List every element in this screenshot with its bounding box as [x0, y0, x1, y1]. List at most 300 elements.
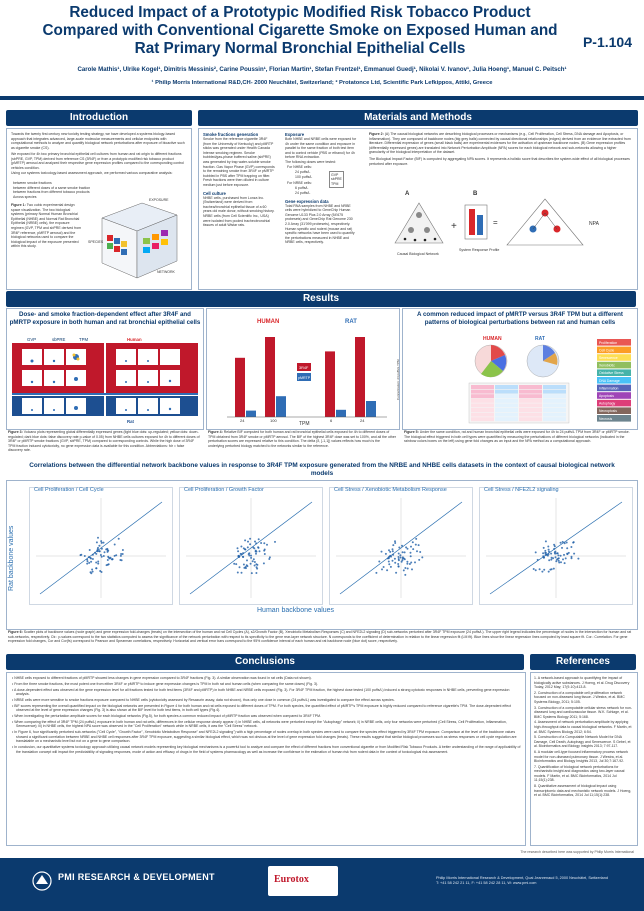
figure-2-text: (A) The causal biological networks are describing biological processes or mechanisms (e.g., Cell Proliferation, Cell Stress, DNA damage and Apoptosis, or Inflammation). They are composed of backbone nodes (big grey balls) connected by causal directional relationships (edges) derived from an evidence line extracted from literature. Differential expression of genes (small black balls) are experimental evidences for the activation of upstream backbone nodes. (B) Gene expression profiles (differentially expressed genes) are translated into Network Perturbation Amplitude (NPA) scores for each biological network and sub-networks allowing a higher granularity of the biological interpretation of the dataset.	[369, 132, 631, 155]
scatter-point	[542, 552, 544, 554]
conclusion-item: • In conclusion, our quantitative systems toxicology approach utilizing causal network models representing key biological mechanisms is a powerful tool to analyze and compare the effect of different fractions from conventional cigarette or from Modified Risk Tobacco Products. A better understanding of the range of applicability of the translation concept will impact the predictability of signaling responses, mode of action and efficacy of drugs in the field of systems pharmacology as well as increase the confidence in the estimation of human risk from rodent data in the context of toxicological risk assessment.	[12, 745, 521, 754]
scatter-point	[410, 546, 412, 548]
doses-intro: The following doses were tested:	[285, 159, 336, 164]
introduction-box	[6, 128, 192, 290]
scatter-point	[107, 556, 109, 558]
scatter-point	[388, 561, 390, 563]
scatter-point	[392, 550, 394, 552]
scatter-point	[247, 541, 249, 543]
figure-1-text: Two cubic experimental design space visualization. The two biological systems (primary Normal Human Bronchial Epithelial (NHBE) and Normal Rat Bronchial Epithelial (NRBE) cells), the exposure regimen (GVP, TPM and sbPRE derived from 3R4F reference, pMRTP aerosol) and the biological networks used to compare the biological impact of the exposure presented within this study.	[11, 203, 82, 249]
scatter-point	[268, 558, 270, 560]
dose-item: 24 puffs/L	[295, 190, 311, 195]
network-legend-label: Apoptosis	[599, 394, 614, 398]
network-legend-label: Proliferation	[599, 340, 618, 345]
species-label-human: Human	[127, 337, 142, 342]
scatter-point	[95, 567, 97, 569]
scatter-point	[561, 547, 563, 549]
heatmap-axis-label: Concentration: 24 puffs/L TPM	[396, 359, 400, 400]
scatter-point	[246, 565, 248, 567]
heatmap-cell	[543, 417, 566, 421]
scatter-point	[254, 541, 256, 543]
scatter-point	[401, 559, 403, 561]
dose-item: For NHBE cells:	[287, 164, 312, 169]
dose-list	[285, 165, 357, 199]
network-legend-label: Autophagy	[599, 401, 616, 406]
scatter-point	[240, 553, 242, 555]
scatter-point	[543, 557, 545, 559]
intro-bullet: between fractions from different tobacco products	[13, 190, 90, 195]
scatter-point	[558, 562, 560, 564]
scatter-point	[412, 548, 414, 550]
reference-item: 6. A modular cell-type focused inflammatory process network model for non-diseased pulmonary tissue. J Westra, et al. Bioinformatics and Biology Insights 2013, Jul 30;7:167-92.	[534, 749, 629, 764]
scatter-point	[566, 547, 568, 549]
conclusion-item: • When comparing the effect of 3R4F TPM (24 puffs/L) exposure in both human and rat cells, differences in the cellular response clearly appear: i) in NHBE cells, all networks were perturbed except the "Autophagy" network; ii) in NRBE cells, only four networks were perturbed (Cell Stress, Cell Proliferation, Inflammation, Senescence); iii) in NHBE cells, the highest NPA score was observed in the "Cell Proliferation" network while in NRBE cells, it was the "Cell Stress" network.	[12, 719, 507, 729]
correlation-title: Correlations between the differential network backbone values in response to 3R4F TPM exposure generated from the NRBE and NHBE cells datasets in the context of causal biological network models	[29, 462, 615, 477]
smoke-fraction-heading: Smoke fractions generation	[203, 132, 259, 137]
scatter-xenobiotic	[329, 487, 473, 605]
figure-2-caption	[369, 132, 631, 166]
scatter-point	[392, 560, 394, 562]
scatter-point	[389, 555, 391, 557]
footer-phone: T: +41 58 242 21 11, F: +41 58 242 28 11, W: www.pmi.com	[436, 881, 537, 885]
heatmap-cell	[495, 417, 518, 421]
human-backbone-axis-label: Human backbone values	[257, 607, 335, 614]
reference-item: 1. A network-based approach to quantifying the impact of biologically active substances. J Hoeng, et al. Drug Discovery Today, 2012 May; 17(9-10):413-8.	[534, 676, 630, 690]
exposure-heading: Exposure	[285, 132, 305, 137]
scatter-point	[274, 541, 276, 543]
scatter-point	[545, 552, 547, 554]
footer-contact	[436, 876, 636, 886]
dose-item: 6 puffs/L	[295, 185, 309, 190]
diagram-label-network: Causal Biological Network	[397, 252, 439, 256]
scatter-point	[402, 556, 404, 558]
scatter-point	[254, 565, 256, 567]
network-legend-label: Necrosis	[599, 416, 613, 421]
figure-5-label: Figure 5:	[404, 430, 419, 434]
network-legend	[597, 339, 631, 422]
diagram-label-b: B	[473, 191, 478, 197]
scatter-point	[98, 545, 100, 547]
scatter-point	[404, 558, 406, 560]
scatter-point	[411, 568, 413, 570]
scatter-point	[560, 555, 562, 557]
scatter-point	[263, 550, 265, 552]
scatter-point	[250, 557, 252, 559]
scatter-plot	[180, 488, 322, 604]
bar-chart-header-human: HUMAN	[257, 319, 280, 325]
heatmap-cell	[519, 408, 542, 412]
scatter-point	[95, 562, 97, 564]
reference-item: 4. Assessment of network perturbation amplitude by applying high-throughput data to causal biological networks. F Martin, et al. BMC Systems Biology 2012; 6:54.	[534, 720, 632, 734]
network-legend-label: Inflammation	[599, 386, 619, 391]
bar-category-label: 24	[360, 418, 365, 423]
scatter-point	[101, 548, 103, 550]
scatter-point	[560, 561, 562, 563]
scatter-point	[86, 559, 88, 561]
scatter-point	[398, 559, 400, 561]
figure-2-label: Figure 2:	[369, 132, 384, 136]
scatter-point	[562, 541, 564, 543]
scatter-point	[577, 558, 579, 560]
scatter-point	[95, 553, 97, 555]
gene-expression-text: Total RNA samples from NHBE and NRBE cells were hybridized to GeneChip Human Genome U133 Plus 2.0 Array (54'675 probesets) and GeneChip Rat Genome 230 2.0 Array (31'099 probesets), respectively. Human specific and rodent (mouse and rat) specific networks have been used to quantify the perturbations measured in NHBE and NRBE cells, respectively.	[285, 203, 355, 245]
diagram-label-npa: NPA	[589, 221, 599, 227]
intro-paragraph-3: Using our systems toxicology-based assessment approach, we performed various comparative analysis:	[11, 171, 173, 175]
scatter-point	[103, 542, 105, 544]
heatmap-cell	[519, 399, 542, 403]
scatter-point	[418, 544, 420, 546]
diagram-label-a: A	[405, 191, 410, 197]
scatter-point	[104, 551, 106, 553]
scatter-point	[399, 554, 401, 556]
scatter-point	[407, 568, 409, 570]
scatter-point	[260, 542, 262, 544]
scatter-point	[548, 551, 550, 553]
bar-pmrtp-1	[276, 396, 286, 417]
scatter-point	[240, 546, 242, 548]
scatter-point	[394, 558, 396, 560]
scatter-point	[543, 547, 545, 549]
scatter-point	[100, 540, 102, 542]
scatter-point	[412, 541, 414, 543]
heatmap-cell	[471, 417, 494, 421]
heatmap-cell	[471, 390, 494, 394]
scatter-point	[90, 558, 92, 560]
heatmap-cell	[495, 413, 518, 417]
scatter-title: Cell Proliferation / Cell Cycle	[34, 487, 104, 493]
scatter-point	[107, 559, 109, 561]
conclusion-item: • BIF scores representing the overall quantified impact on the biological networks are presented in Figure 4 for both human and rat cells exposed to different doses of TPM. For both species, the quantified effect of pMRTP's TPM exposure is highly reduced compared to reference cigarette's TPM. The dose-dependent effect observed at the level of gene expression changes (Fig. 3) is also shown at the BIF level for both test items, in both cell types (Fig.4).	[12, 703, 511, 713]
scatter-point	[97, 537, 99, 539]
scatter-point	[556, 552, 558, 554]
scatter-point	[392, 548, 394, 550]
scatter-point	[541, 571, 543, 573]
network-legend-label: Xenobiotic	[599, 363, 615, 368]
scatter-point	[237, 547, 239, 549]
scatter-point	[563, 554, 565, 556]
scatter-point	[414, 561, 416, 563]
scatter-point	[535, 569, 537, 571]
scatter-point	[402, 551, 404, 553]
heatmap-cell	[519, 394, 542, 398]
heatmap-cell	[543, 399, 566, 403]
scatter-point	[571, 557, 573, 559]
results-figure-4-box	[206, 308, 400, 430]
conclusion-item: • NHBE cells exposed to different fractions of pMRTP showed less changes in gene expression compared to 3R4F fractions (Fig. 3). A similar observation was found in rat cells (Data not shown).	[12, 676, 312, 680]
cube-label-species: SPECIES	[88, 240, 104, 244]
smoke-fraction-text: Smoke from the reference cigarette 3R4F (from the University of Kentucky) and pMRTP sticks was generated under Health Canada Intense smoking regimen. Smoke bubbled/gas-phase buffered saline (sbPRE) was generated by trap water-soluble smoke fraction. Gas Vapor Phase (GVP) corresponds to the remaining smoke from 3R4F or pMRTP bubbled in PBS after TPM trapping on filter. Fresh fractions were then diluted in culture medium just before exposure.	[203, 137, 275, 187]
volcano-plot-rat-row	[12, 396, 198, 418]
dose-item: 100 puffs/L	[295, 174, 313, 179]
scatter-point	[378, 561, 380, 563]
scatter-point	[551, 568, 553, 570]
network-legend-label: Senescence	[599, 356, 618, 360]
scatter-point	[415, 544, 417, 546]
heatmap-cell	[471, 399, 494, 403]
scatter-point	[394, 562, 396, 564]
pmi-logo-icon	[30, 870, 54, 892]
scatter-point	[410, 552, 412, 554]
scatter-point	[415, 538, 417, 540]
scatter-point	[398, 565, 400, 567]
heatmap-cell	[519, 417, 542, 421]
scatter-point	[89, 549, 91, 551]
heatmap-cell	[471, 403, 494, 407]
scatter-point	[566, 553, 568, 555]
svg-text:+: +	[451, 221, 457, 232]
figure-6-text: Scatter plots of backbone values (node graph) and gene expression fold-changes (treats) on the intersection of the human and rat Cell Cycles (A), s2/Growth Factor (B), Xenobiotic Metabolism Responses (C) and NFE2L2 signaling (D) sub-networks perturbed after 3R4F TPM exposure (24 puffs/L). The upper right legend indicates the percentage of nodes in the intersection for human and rat sub-networks, respectively. Ctr.: p-values correspond to the two statistics computed to assess the significance of the network perturbation with respect to its specificity to the gene rear-layer network structure. N corresponds to the coefficient of determination in relation to the linear regression fit (LM fit). Blue lines show the linear regression lines computed by least square fit. Cor.: Correlation. For gene expression fold changes, Cor and Cor(fs) correspond to Pearson and Spearman correlations, respectively. Horizontal and vertical error bars correspond to the 95% confidence interval of each human and rat backbone node (blue dot) score, respectively.	[8, 630, 632, 644]
gene-expression-heading: Gene expression data	[285, 198, 329, 204]
author-list: Carole Mathis¹, Ulrike Kogel¹, Dimitris Messinis², Carine Poussin¹, Florian Martin¹, Stefan Frentzel¹, Emmanuel Guedj¹, Nikolai V. Ivanov¹, Julia Hoeng¹, Manuel C. Peitsch¹	[77, 66, 567, 73]
heatmap-cell	[471, 385, 494, 389]
scatter-point	[114, 555, 116, 557]
scatter-point	[388, 563, 390, 565]
scatter-point	[388, 549, 390, 551]
scatter-point	[263, 542, 265, 544]
scatter-point	[120, 555, 122, 557]
scatter-point	[392, 554, 394, 556]
cell-culture-text: NHBE cells, purchased from Lonza Inc. (Switzerland) were derived from trachea/bronchial epithelial tissue of a 60 years old male donor, without smoking history. NRBE cells (from Cell Scientific Inc., USA) were isolated from pooled tracheobronchial tissues of adult Wistar rats.	[203, 195, 275, 228]
scatter-point	[537, 559, 539, 561]
npa-heatmap	[396, 333, 633, 427]
heatmap-cell	[495, 390, 518, 394]
scatter-point	[398, 556, 400, 558]
scatter-point	[543, 569, 545, 571]
scatter-point	[251, 572, 253, 574]
conclusion-item: • NRBE cells were more sensitive to smoke fractions exposure compared to NHBE cells (cytotoxicity assessed by Resazurin assay, data not shown), thus only one dose in common (24 puffs/L) was investigated to compare the effect across species.	[12, 697, 395, 702]
cell-culture-heading: Cell culture	[203, 190, 226, 196]
introduction-heading: Introduction	[6, 110, 192, 126]
heatmap-cell	[471, 394, 494, 398]
scatter-point	[548, 559, 550, 561]
figure-6-caption	[8, 630, 634, 644]
fraction-label-tpm: TPM	[79, 337, 89, 342]
figure-5-text: Under the same condition, rat and human bronchial epithelial cells were exposed for 4h to 24 puffs/L TPM from 3R4F or pMRTP smoke. The biological effect triggered in both cell types were quantified by measuring the perturbations of different biological networks (indicated in the rainbow colors boxes on the left) using gene fold changes as an input and the NPA method as a computational approach.	[404, 430, 630, 444]
conclusion-item: • From the three smoke fractions, the most potent one from either 3R4F or pMRTP to induce gene expression changes is TPM in both rat and human cells (when comparing the same doses) (Fig. 3).	[12, 681, 319, 686]
scatter-point	[264, 553, 266, 555]
scatter-point	[383, 566, 385, 568]
scatter-point	[88, 562, 90, 564]
scatter-point	[555, 556, 557, 558]
heatmap-label-rat: RAT	[535, 336, 545, 342]
scatter-point	[400, 557, 402, 559]
research-note: The research described here was supported by Philip Morris International	[520, 850, 634, 854]
results-heading: Results	[6, 291, 636, 307]
rat-backbone-axis-label: Rat backbone values	[8, 525, 15, 591]
footer-address: Philip Morris International Research & Development, Quai Jeanrenaud 5, 2000 Neuchâtel, Switzerland	[436, 876, 609, 880]
scatter-point	[558, 560, 560, 562]
scatter-cell-cycle	[29, 487, 173, 605]
heatmap-cell	[495, 394, 518, 398]
exposure-block	[285, 132, 357, 245]
scatter-point	[381, 551, 383, 553]
scatter-point	[114, 544, 116, 546]
scatter-point	[555, 560, 557, 562]
scatter-point	[564, 542, 566, 544]
bar-3r4f-3	[355, 337, 365, 417]
dose-item: For NRBE cells:	[287, 180, 312, 185]
scatter-point	[560, 542, 562, 544]
bar-3r4f-2	[325, 351, 335, 417]
scatter-point	[249, 538, 251, 540]
scatter-point	[573, 553, 575, 555]
scatter-point	[119, 559, 121, 561]
materials-heading: Materials and Methods	[198, 110, 638, 126]
scatter-plot	[480, 488, 632, 604]
heatmap-cell	[543, 413, 566, 417]
references-heading: References	[530, 654, 636, 670]
scatter-point	[101, 542, 103, 544]
scatter-point	[548, 571, 550, 573]
scatter-point	[92, 571, 94, 573]
scatter-point	[96, 541, 98, 543]
scatter-point	[416, 550, 418, 552]
scatter-point	[90, 572, 92, 574]
scatter-point	[244, 539, 246, 541]
results-figure-5-box	[396, 308, 638, 430]
volcano-plot-grid	[12, 343, 198, 395]
heatmap-cell	[495, 399, 518, 403]
scatter-point	[259, 550, 261, 552]
scatter-point	[406, 561, 408, 563]
scatter-point	[255, 551, 257, 553]
scatter-plot	[30, 488, 172, 604]
scatter-point	[553, 548, 555, 550]
intro-bullet: between smoke fractions	[13, 181, 52, 185]
heatmap-label-human: HUMAN	[483, 336, 502, 342]
scatter-point	[397, 563, 399, 565]
scatter-point	[97, 548, 99, 550]
conclusions-box	[6, 672, 526, 846]
intro-bullet: between different doses of a same smoke fraction	[13, 185, 91, 190]
scatter-point	[556, 559, 558, 561]
poster-title: Reduced Impact of a Prototypic Modified Risk Tobacco Product Compared with Conventional Cigarette Smoke on Exposed Human and Rat Primary Normal Bronchial Epithelial Cells	[42, 4, 558, 57]
scatter-point	[539, 568, 541, 570]
scatter-point	[239, 566, 241, 568]
scatter-point	[255, 563, 257, 565]
eurotox-logo	[268, 866, 338, 896]
scatter-point	[419, 551, 421, 553]
scatter-point	[244, 548, 246, 550]
scatter-point	[97, 561, 99, 563]
scatter-point	[418, 559, 420, 561]
scatter-point	[249, 543, 251, 545]
fraction-label-sbpre: sbPRE	[52, 337, 66, 342]
scatter-point	[394, 540, 396, 542]
intro-bullet: Across species	[13, 194, 37, 199]
references-box	[530, 672, 638, 846]
scatter-point	[544, 550, 546, 552]
scatter-point	[80, 554, 82, 556]
poster-header	[0, 0, 644, 100]
scatter-point	[404, 574, 406, 576]
bar-pmrtp-3	[366, 401, 376, 417]
scatter-point	[266, 544, 268, 546]
scatter-point	[562, 558, 564, 560]
fraction-label-gvp: GVP	[27, 337, 37, 342]
scatter-point	[250, 563, 252, 565]
conclusion-item: • In Figure 6, four significantly perturbed sub-networks ("Cell Cycle", "Growth Factor", Xenobiotic Metabolism Response" and NFE2L2 signaling") with a high percentage of nodes overlap in both species were used to compare the species effect triggered by 3R4F TPM exposure. Comparison at the level of the backbone values showed a significant correlation between NRBE and NHBE cell responses after 3R4F TPM exposure, suggesting a similar biological effect, which was not obvious at the level of gene expression fold changes (treats). These results suggest that similar biological processes such as stress responses or cell cycle regulation are translatable on a mechanistic level but not on a gene to gene comparison.	[12, 730, 517, 744]
scatter-point	[252, 547, 254, 549]
scatter-point	[410, 562, 412, 564]
materials-box	[198, 128, 638, 290]
scatter-point	[545, 540, 547, 542]
dose-fraction-box	[329, 171, 344, 189]
heatmap-cell	[543, 403, 566, 407]
heatmap-cell	[495, 403, 518, 407]
scatter-point	[235, 563, 237, 565]
results-col1-title: Dose- and smoke fraction-dependent effect after 3R4F and pMRTP exposure in both human and rat bronchial epithelial cells	[9, 311, 201, 326]
intro-paragraph-1: Towards the twenty first century new toxicity testing strategy, we have developed a systems biology-based approach that integrates advanced, large-scale molecular measurements and cellular endpoints with computational methods to analyze and quantify biological network perturbations after exposure of bioactive such as cigarette smoke (CS).	[11, 132, 185, 150]
dose-fraction-label: sbPRE	[331, 177, 342, 182]
scatter-point	[255, 553, 257, 555]
scatter-point	[237, 572, 239, 574]
scatter-point	[246, 559, 248, 561]
pmi-research-development-label: PMI RESEARCH & DEVELOPMENT	[58, 872, 215, 882]
heatmap-cell	[471, 413, 494, 417]
scatter-point	[101, 571, 103, 573]
scatter-point	[87, 560, 89, 562]
scatter-point	[547, 546, 549, 548]
heatmap-cell	[519, 385, 542, 389]
scatter-point	[404, 551, 406, 553]
bar-category-label: 24	[240, 418, 245, 423]
scatter-point	[398, 547, 400, 549]
conclusion-list	[11, 676, 521, 756]
scatter-title: Cell Stress / Xenobiotic Metabolism Response	[334, 487, 447, 493]
scatter-point	[392, 544, 394, 546]
scatter-point	[550, 553, 552, 555]
scatter-point	[553, 568, 555, 570]
figure-3-label: Figure 3:	[8, 430, 23, 434]
scatter-point	[247, 546, 249, 548]
figure-1-caption	[11, 203, 83, 249]
scatter-point	[242, 556, 244, 558]
bar-category-label: 100	[270, 418, 277, 423]
scatter-point	[233, 563, 235, 565]
heatmap-cell	[519, 390, 542, 394]
scatter-point	[90, 561, 92, 563]
dose-fraction-label: GVP	[331, 172, 339, 177]
scatter-point	[105, 548, 107, 550]
scatter-point	[92, 558, 94, 560]
scatter-point	[375, 572, 377, 574]
scatter-point	[258, 538, 260, 540]
results-figure-3-box	[6, 308, 204, 430]
scatter-title: Cell Stress / NFE2L2 signaling	[484, 487, 559, 493]
scatter-point	[109, 558, 111, 560]
scatter-point	[263, 562, 265, 564]
scatter-point	[401, 545, 403, 547]
scatter-point	[103, 555, 105, 557]
scatter-point	[564, 562, 566, 564]
scatter-point	[252, 560, 254, 562]
scatter-point	[118, 538, 120, 540]
reference-item: 7. Quantification of biological network perturbations for mechanistic insight and diagnostics using two-layer causal models. F Martin, et al. BMC Bioinformatics, 2014 Jul 11;15(1):238.	[534, 764, 625, 783]
species-label-rat: Rat	[127, 419, 134, 424]
figure-4-caption	[208, 430, 396, 448]
figure-4-text: Relative BIF computed for both human and rat bronchial epithelial cells exposed for 4h to different doses of TPM obtained from 3R4F smoke or pMRTP aerosol. The BIF of the highest 3R4F dose was set to 100%, and all the other perturbation scores are expressed relative to this condition. The delta (δ, [-1,1]) values reflects how much is the underlying perturbed biology matched to the networks similar to the reference.	[208, 430, 396, 448]
figure-6-label: Figure 6:	[8, 630, 23, 634]
heatmap-cell	[495, 385, 518, 389]
reference-item: 2. Construction of a computable cell proliferation network focused on non-diseased lung tissue. J Westra, et al. BMC Systems Biology, 2011; 5:105.	[534, 690, 625, 704]
figure-5-caption	[404, 430, 634, 444]
scatter-point	[398, 553, 400, 555]
figure-3-text: Volcano plots representing global differentially expressed genes (light blue dots: up-regulated; yellow dots: down-regulated; dark blue dots: false discovery rate p-value of 0.05) from NHBE cells cultures exposed for 4h to different doses of 3R4F or pMRTP smoke fractions (GVP, sbPRE, TPM) compared to corresponding controls. While the high dose of 3R4F TPM fraction induced cytotoxicity, no gene expression data is available for this condition. Abbreviations: fdr = false discovery rate.	[8, 430, 200, 453]
conclusion-item: • When investigating the perturbation amplitude scores for each biological networks (Fig.5), for both species a common reduced impact of pMRTP fraction was observed when compared to 3R4F TPM.	[12, 714, 321, 719]
scatter-point	[91, 569, 93, 571]
scatter-point	[120, 553, 122, 555]
